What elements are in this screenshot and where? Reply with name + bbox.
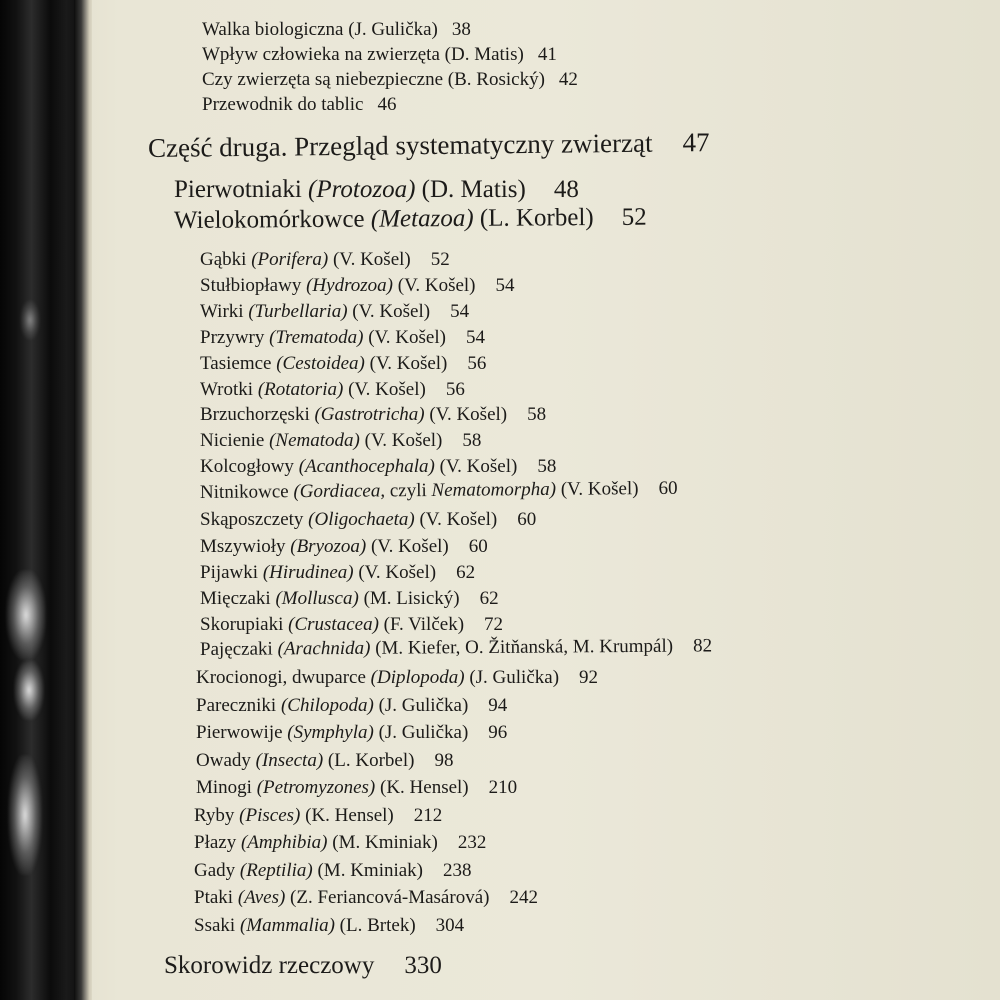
- entry-author: (J. Gulička): [469, 667, 560, 688]
- toc-page-number: 94: [488, 695, 508, 716]
- toc-entry: [194, 887, 538, 909]
- toc-entry: [196, 695, 507, 717]
- entry-name: Ryby: [194, 805, 235, 826]
- entry-author: (M. Kminiak): [332, 832, 438, 853]
- entry-latin-name: (Hydrozoa): [306, 275, 393, 296]
- group-heading: [174, 204, 647, 235]
- entry-author: (V. Košel): [369, 353, 448, 374]
- toc-page-number: 62: [456, 562, 476, 583]
- entry-name: Pareczniki: [196, 695, 277, 716]
- entry-connector: czyli: [389, 480, 427, 502]
- entry-name: Ssaki: [194, 915, 236, 936]
- entry-name: Mięczaki: [200, 588, 271, 609]
- entry-latin-name: (Trematoda): [269, 327, 364, 348]
- entry-author: (V. Košel): [358, 562, 437, 583]
- toc-entry: [200, 536, 488, 558]
- toc-entry: [200, 635, 712, 661]
- toc-page-number: 58: [462, 430, 482, 451]
- toc-page-number: 82: [692, 635, 713, 657]
- toc-page-number: 232: [457, 832, 487, 853]
- toc-page-number: 42: [558, 69, 578, 90]
- toc-entry-text: Wpływ człowieka na zwierzęta (D. Matis): [202, 44, 524, 65]
- spine-glare: [14, 660, 44, 720]
- entry-latin-name: (Porifera): [251, 249, 329, 270]
- entry-latin-name: Nematomorpha): [431, 478, 557, 501]
- entry-name: Skorupiaki: [200, 614, 284, 635]
- group-heading: [174, 176, 579, 204]
- entry-author: (V. Košel): [560, 478, 639, 500]
- toc-entry: [202, 44, 557, 66]
- entry-name: Kolcogłowy: [200, 456, 294, 477]
- entry-name: Mszywioły: [200, 536, 286, 557]
- entry-author: (V. Košel): [419, 509, 498, 530]
- toc-page-number: 54: [450, 301, 470, 322]
- toc-page-number: 58: [537, 456, 557, 477]
- entry-latin-name: (Gordiacea,: [293, 480, 386, 503]
- entry-author: (M. Lisický): [363, 588, 460, 609]
- toc-entry: [194, 805, 442, 827]
- entry-name: Gąbki: [200, 249, 247, 270]
- toc-page-number: 242: [509, 887, 538, 908]
- toc-page-number: 60: [468, 536, 488, 557]
- toc-entry: [200, 275, 515, 297]
- toc-page-number: 54: [495, 275, 515, 296]
- index-heading: [164, 952, 442, 980]
- entry-latin-name: (Chilopoda): [280, 695, 374, 716]
- spine-glare: [20, 300, 40, 340]
- toc-page-number: 98: [434, 750, 454, 771]
- toc-page-number: 38: [451, 19, 471, 40]
- entry-latin-name: (Hirudinea): [262, 562, 354, 583]
- toc-entry: [200, 327, 485, 349]
- toc-entry: [200, 430, 481, 452]
- entry-author: (V. Košel): [368, 327, 446, 348]
- entry-name: Wrotki: [200, 379, 254, 400]
- toc-page-number: 210: [488, 777, 518, 798]
- entry-name: Tasiemce: [200, 353, 272, 374]
- entry-latin-name: (Arachnida): [277, 637, 371, 660]
- toc-page-number: 238: [443, 860, 472, 881]
- entry-latin-name: (Diplopoda): [370, 667, 465, 688]
- entry-name: Nicienie: [200, 430, 265, 451]
- entry-latin-name: (Oligochaeta): [308, 509, 415, 530]
- entry-name: Krocionogi, dwuparce: [196, 667, 366, 688]
- entry-name: Stułbiopławy: [200, 275, 302, 296]
- toc-entry: [200, 404, 546, 426]
- entry-latin-name: (Amphibia): [240, 832, 328, 853]
- entry-latin-name: (Mollusca): [275, 588, 359, 609]
- toc-page-number: 47: [682, 127, 710, 158]
- toc-page-number: 56: [467, 353, 487, 374]
- toc-page-number: 96: [488, 722, 508, 743]
- entry-author: (K. Hensel): [305, 805, 394, 826]
- toc-page-number: 60: [658, 477, 678, 499]
- toc-entry: [196, 777, 517, 799]
- toc-entry: [200, 478, 678, 504]
- toc-entry: [200, 588, 499, 610]
- entry-name: Pijawki: [200, 562, 259, 583]
- group-name: Pierwotniaki: [174, 176, 302, 203]
- entry-author: (V. Košel): [332, 249, 411, 270]
- entry-latin-name: (Pisces): [239, 805, 301, 826]
- entry-latin-name: (Crustacea): [288, 614, 379, 635]
- part-heading: [148, 127, 710, 164]
- toc-page-number: 56: [445, 379, 465, 400]
- spine-glare: [8, 755, 42, 875]
- toc-entry: [194, 915, 464, 937]
- toc-entry: [200, 456, 556, 478]
- entry-author: (J. Gulička): [378, 722, 469, 743]
- toc-entry-text: Czy zwierzęta są niebezpieczne (B. Rosický): [202, 69, 545, 90]
- entry-author: (V. Košel): [439, 456, 518, 477]
- part-heading-title: Część druga. Przegląd systematyczny zwierząt: [147, 127, 653, 163]
- toc-entry: [200, 379, 465, 401]
- toc-entry: [200, 509, 536, 531]
- page-gutter-edge: [74, 0, 92, 1000]
- entry-name: Wirki: [200, 301, 244, 322]
- toc-entry: [196, 667, 598, 689]
- group-author: (L. Korbel): [479, 204, 594, 232]
- entry-author: (F. Vilček): [383, 614, 465, 635]
- entry-latin-name: (Reptilia): [239, 860, 313, 881]
- entry-name: Owady: [196, 750, 251, 771]
- toc-page-number: 60: [517, 509, 537, 530]
- entry-name: Płazy: [194, 832, 237, 853]
- entry-name: Pierwowije: [196, 722, 283, 743]
- entry-name: Nitnikowce: [199, 481, 289, 503]
- toc-entry: [200, 562, 475, 584]
- toc-entry: [196, 750, 453, 772]
- entry-author: (V. Košel): [348, 379, 426, 400]
- group-name: Wielokomórkowce: [173, 205, 365, 234]
- toc-entry-text: Przewodnik do tablic: [202, 94, 364, 115]
- group-latin-name: (Protozoa): [308, 176, 416, 203]
- toc-page-number: 58: [527, 404, 547, 425]
- entry-author: (M. Kiefer, O. Žitňanská, M. Krumpál): [375, 635, 674, 659]
- group-author: (D. Matis): [421, 176, 526, 203]
- entry-name: Brzuchorzęski: [200, 404, 310, 425]
- toc-page-number: 212: [413, 805, 443, 826]
- entry-author: (J. Gulička): [378, 695, 469, 716]
- toc-entry: [202, 19, 471, 41]
- toc-entry: [200, 614, 503, 636]
- toc-page-number: 52: [430, 249, 450, 270]
- entry-author: (L. Brtek): [339, 915, 416, 936]
- toc-entry: [200, 249, 450, 271]
- index-title: Skorowidz rzeczowy: [164, 952, 375, 979]
- entry-name: Gady: [194, 860, 236, 881]
- entry-author: (V. Košel): [397, 275, 476, 296]
- toc-entry: [196, 722, 507, 744]
- toc-entry: [194, 860, 472, 882]
- entry-author: (K. Hensel): [380, 777, 469, 798]
- entry-latin-name: (Petromyzones): [256, 777, 376, 798]
- toc-page-number: 54: [465, 327, 485, 348]
- entry-name: Skąposzczety: [200, 509, 304, 530]
- toc-page-number: 41: [537, 44, 557, 65]
- entry-latin-name: (Mammalia): [239, 915, 335, 936]
- entry-author: (V. Košel): [429, 404, 508, 425]
- toc-entry: [202, 94, 396, 116]
- spine-glare: [6, 570, 46, 660]
- toc-page-number: 62: [479, 588, 499, 609]
- group-latin-name: (Metazoa): [370, 204, 474, 233]
- entry-name: Ptaki: [194, 887, 234, 908]
- toc-page-number: 72: [484, 614, 504, 635]
- entry-name: Minogi: [196, 777, 252, 798]
- entry-latin-name: (Insecta): [255, 750, 324, 771]
- entry-latin-name: (Symphyla): [287, 722, 374, 743]
- entry-latin-name: (Aves): [237, 887, 286, 908]
- entry-latin-name: (Acanthocephala): [298, 456, 435, 477]
- toc-entry: [200, 301, 469, 323]
- toc-entry-text: Walka biologiczna (J. Gulička): [202, 19, 438, 40]
- entry-latin-name: (Gastrotricha): [314, 404, 425, 425]
- entry-latin-name: (Rotatoria): [257, 379, 344, 400]
- toc-page-number: 48: [553, 176, 579, 203]
- toc-entry: [202, 69, 578, 91]
- toc-entry: [200, 353, 486, 375]
- entry-author: (M. Kminiak): [317, 860, 424, 881]
- entry-latin-name: (Nematoda): [269, 430, 360, 451]
- entry-author: (V. Košel): [370, 536, 449, 557]
- entry-latin-name: (Bryozoa): [290, 536, 367, 557]
- toc-page-number: 304: [435, 915, 465, 936]
- toc-page-number: 46: [377, 94, 397, 115]
- toc-page-number: 92: [579, 667, 599, 688]
- entry-name: Pajęczaki: [199, 638, 273, 660]
- entry-name: Przywry: [200, 327, 265, 348]
- toc-entry: [194, 832, 486, 854]
- entry-author: (V. Košel): [364, 430, 443, 451]
- entry-author: (Z. Feriancová-Masárová): [290, 887, 490, 908]
- entry-author: (L. Korbel): [327, 750, 415, 771]
- toc-page-number: 330: [404, 952, 442, 979]
- entry-latin-name: (Cestoidea): [276, 353, 365, 374]
- toc-page-number: 52: [621, 203, 647, 231]
- entry-author: (V. Košel): [352, 301, 431, 322]
- entry-latin-name: (Turbellaria): [248, 301, 348, 322]
